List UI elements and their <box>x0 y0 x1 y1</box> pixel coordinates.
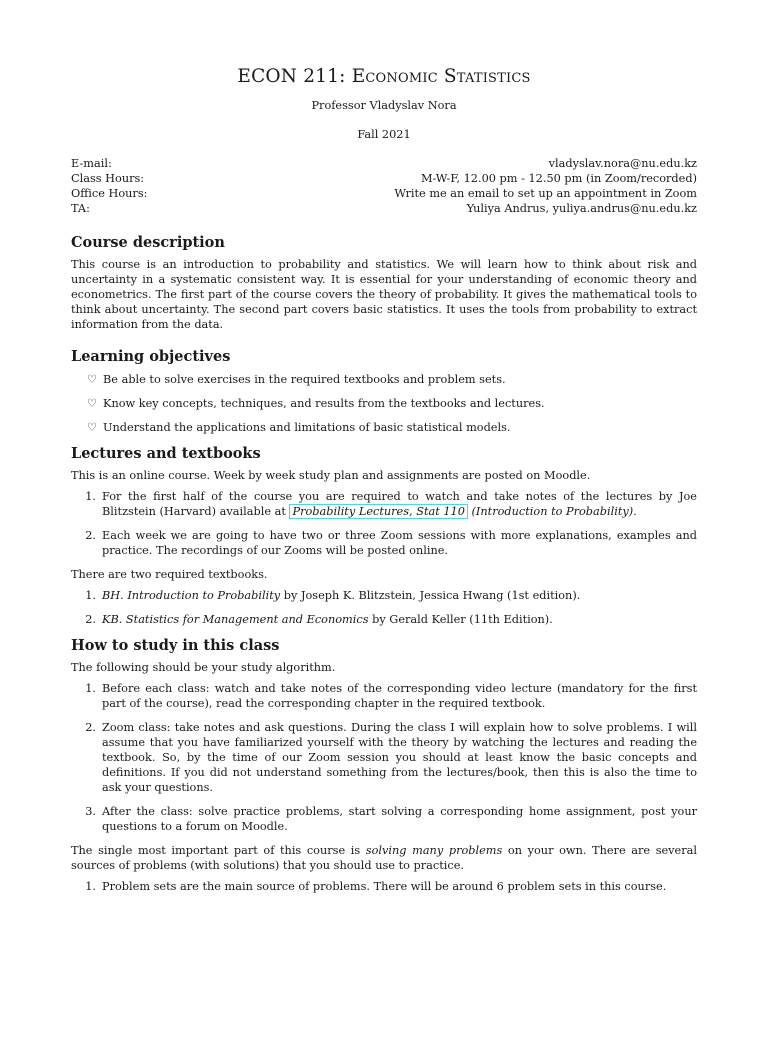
author: Professor Vladyslav Nora <box>311 99 457 112</box>
title-course-name: Economic Statistics <box>351 66 531 87</box>
info-label: TA: <box>71 202 90 215</box>
section-heading: Lectures and textbooks <box>71 445 261 462</box>
emphasis: solving many problems <box>365 844 503 857</box>
study-step-text: After the class: solve practice problems, start solving a corresponding home assignment, post your questions to a forum on Moodle. <box>102 805 697 833</box>
list-item: 2. Zoom class: take notes and ask questions. During the class I will explain how to solve problems. I will assume that you have familiarized yourself with the theory by watching the lectures and reading the textbook. So, by the time of our Zoom session you should at least know the basic concepts and definitions. If you did not understand something from the lectures/book, then this is also the time to ask your questions. <box>85 721 697 794</box>
book-details: by Joseph K. Blitzstein, Jessica Hwang (1st edition). <box>280 589 581 602</box>
section-lectures-textbooks <box>71 445 697 627</box>
list-item: 3. After the class: solve practice problems, start solving a corresponding home assignment, post your questions to a forum on Moodle. <box>85 805 697 833</box>
book-title: BH. Introduction to Probability <box>102 589 281 602</box>
list-item <box>87 372 697 387</box>
list-item <box>87 420 697 435</box>
list-item: 2. KB. Statistics for Management and Economics by Gerald Keller (11th Edition). <box>85 613 553 626</box>
objective-text: Be able to solve exercises in the required textbooks and problem sets. <box>103 373 506 386</box>
study-step-text: Zoom class: take notes and ask questions. During the class I will explain how to solve problems. I will assume that you have familiarized yourself with the theory by watching the lectures and reading the textbook. So, by the time of our Zoom session you should at least know the basic concepts and definitions. If you did not understand something from the lectures/book, then this is also the time to ask your questions. <box>102 721 697 794</box>
info-value: Write me an email to set up an appointment in Zoom <box>394 187 697 200</box>
study-paragraph-text: on your own. There are several sources of problems (with solutions) that you should use to practice. <box>71 844 697 872</box>
section-how-to-study <box>71 637 697 894</box>
info-label: Office Hours: <box>71 187 148 200</box>
study-paragraph-text: The single most important part of this course is <box>71 844 366 857</box>
info-value: Yuliya Andrus, yuliya.andrus@nu.edu.kz <box>466 202 697 215</box>
study-steps <box>71 681 697 834</box>
objective-text: Understand the applications and limitations of basic statistical models. <box>103 421 511 434</box>
book-details: by Gerald Keller (11th Edition). <box>368 613 553 626</box>
contact-info <box>71 156 697 216</box>
probability-lectures-link[interactable]: Probability Lectures, Stat 110 <box>289 504 467 519</box>
textbooks-intro: There are two required textbooks. <box>71 568 268 581</box>
study-paragraph <box>71 843 697 873</box>
section-course-description <box>71 234 697 332</box>
list-item <box>87 396 697 411</box>
course-description-text: This course is an introduction to probability and statistics. We will learn how to think about risk and uncertainty in a systematic consistent way. It is essential for your understanding of economic theory and econometrics. The first part of the course covers the theory of probability. It gives the mathematical tools to think about uncertainty. The second part covers basic statistics. It uses the tools from probability to extract information from the data. <box>71 258 697 331</box>
section-heading: How to study in this class <box>71 637 280 654</box>
lectures-item-text: For the first half of the course you are required to watch and take notes of the lectures by Joe Blitzstein (Harvard) available at <box>102 490 697 518</box>
lectures-list <box>71 489 697 558</box>
section-heading: Learning objectives <box>71 348 231 365</box>
document-title <box>71 66 697 88</box>
section-heading: Course description <box>71 234 225 251</box>
objective-text: Know key concepts, techniques, and results from the textbooks and lectures. <box>103 397 545 410</box>
list-item: 1. Problem sets are the main source of problems. There will be around 6 problem sets in this course. <box>71 879 697 894</box>
list-item: 2. Each week we are going to have two or three Zoom sessions with more explanations, examples and practice. The recordings of our Zooms will be posted online. <box>85 529 697 557</box>
list-item: 1. BH. Introduction to Probability by Joseph K. Blitzstein, Jessica Hwang (1st edition). <box>85 589 581 602</box>
problem-sources-list <box>71 879 697 894</box>
lectures-intro: This is an online course. Week by week study plan and assignments are posted on Moodle. <box>71 469 591 482</box>
heart-icon: ♡ <box>87 373 98 386</box>
book-title: KB. Statistics for Management and Economics <box>102 613 369 626</box>
info-value: M-W-F, 12.00 pm - 12.50 pm (in Zoom/recorded) <box>420 172 697 185</box>
study-step-text: Before each class: watch and take notes of the corresponding video lecture (mandatory for the first part of the course), read the corresponding chapter in the required textbook. <box>102 682 697 710</box>
info-label: Class Hours: <box>71 172 145 185</box>
heart-icon: ♡ <box>87 421 98 434</box>
syllabus-page <box>0 66 768 894</box>
term: Fall 2021 <box>357 128 411 141</box>
objectives-list <box>71 372 697 435</box>
textbooks-list <box>71 588 697 627</box>
list-item: 1. Before each class: watch and take notes of the corresponding video lecture (mandatory for the first part of the course), read the corresponding chapter in the required textbook. <box>85 682 697 710</box>
source-text: Problem sets are the main source of problems. There will be around 6 problem sets in this course. <box>102 880 667 893</box>
study-intro: The following should be your study algorithm. <box>71 661 336 674</box>
info-label: E-mail: <box>71 157 112 170</box>
heart-icon: ♡ <box>87 397 98 410</box>
list-item: 1. For the first half of the course you are required to watch and take notes of the lectures by Joe Blitzstein (Harvard) available at Probability Lectures, Stat 110 (Introduction to Probability). <box>85 490 697 518</box>
info-value: vladyslav.nora@nu.edu.kz <box>548 157 697 170</box>
title-prefix: ECON 211: <box>237 66 352 87</box>
section-learning-objectives <box>71 348 697 435</box>
lectures-item-text: Each week we are going to have two or three Zoom sessions with more explanations, examples and practice. The recordings of our Zooms will be posted online. <box>102 529 697 557</box>
lectures-item-subtitle: (Introduction to Probability). <box>467 505 637 518</box>
